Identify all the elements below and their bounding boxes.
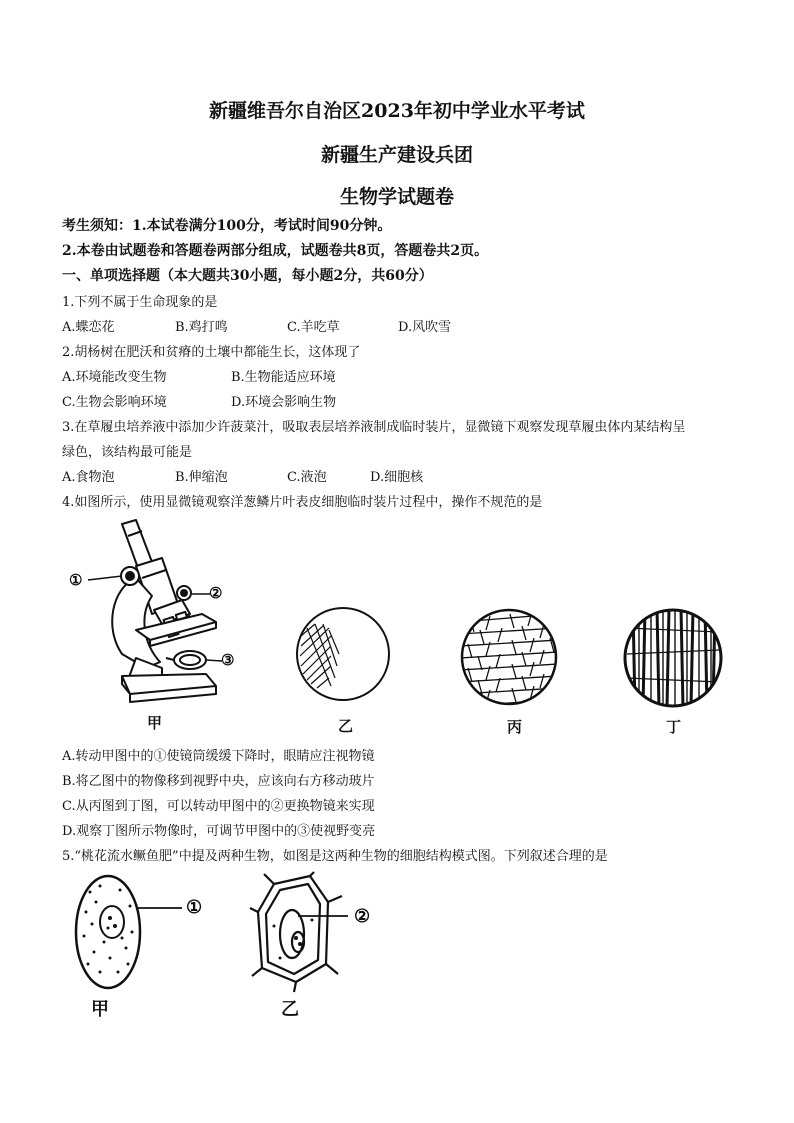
q1-option-c: C.羊吃草	[287, 320, 340, 335]
microscope-label-1: ①	[69, 571, 83, 589]
q2-option-c: C.生物会影响环境	[62, 395, 167, 410]
question-4-stem: 4.如图所示，使用显微镜观察洋葱鳞片叶表皮细胞临时装片过程中，操作不规范的是	[62, 495, 543, 510]
field-of-view-bing	[460, 608, 558, 706]
q2-option-b: B.生物能适应环境	[231, 370, 336, 385]
q3-option-c: C.液泡	[287, 470, 327, 485]
question-5-stem: 5.“桃花流水鳜鱼肥”中提及两种生物，如图是这两种生物的细胞结构模式图。下列叙述合理的是	[62, 849, 608, 864]
figure-caption-jia-2: 甲	[91, 999, 109, 1020]
section-heading: 一、单项选择题（本大题共30小题，每小题2分，共60分）	[62, 268, 433, 284]
microscope-label-2: ②	[209, 584, 223, 602]
question-3-stem-line-2: 绿色，该结构最可能是	[62, 445, 193, 460]
exam-subtitle: 新疆生产建设兵团	[320, 144, 473, 166]
figure-caption-yi: 乙	[338, 717, 354, 735]
q4-option-d: D.观察丁图所示物像时，可调节甲图中的③使视野变亮	[62, 824, 376, 839]
figure-caption-bing: 丙	[507, 718, 523, 736]
q3-option-b: B.伸缩泡	[175, 470, 228, 485]
figure-caption-ding: 丁	[666, 718, 682, 736]
figure-caption-jia: 甲	[147, 714, 163, 732]
notice-line-1: 考生须知：1.本试卷满分100分，考试时间90分钟。	[62, 218, 392, 234]
q1-option-d: D.风吹雪	[398, 320, 452, 335]
microscope-figure	[66, 518, 246, 708]
q4-option-a: A.转动甲图中的①使镜筒缓缓下降时，眼睛应注视物镜	[62, 749, 375, 764]
microscope-label-3: ③	[221, 651, 235, 669]
field-of-view-yi	[295, 606, 391, 702]
q1-option-b: B.鸡打鸣	[175, 320, 228, 335]
q3-option-a: A.食物泡	[62, 470, 115, 485]
plant-cell-figure	[250, 872, 380, 992]
q3-option-d: D.细胞核	[370, 470, 424, 485]
question-2-stem: 2.胡杨树在肥沃和贫瘠的土壤中都能生长，这体现了	[62, 345, 361, 360]
cell-label-1: ①	[186, 897, 203, 918]
paper-title: 生物学试题卷	[339, 186, 454, 208]
question-3-stem-line-1: 3.在草履虫培养液中添加少许菠菜汁，吸取表层培养液制成临时装片，显微镜下观察发现草履虫体内某结构呈	[62, 420, 686, 435]
cell-label-2: ②	[354, 906, 371, 927]
q4-option-c: C.从丙图到丁图，可以转动甲图中的②更换物镜来实现	[62, 799, 375, 814]
q2-option-d: D.环境会影响生物	[231, 395, 337, 410]
field-of-view-ding	[623, 608, 723, 708]
animal-cell-figure	[70, 872, 220, 992]
notice-line-2: 2.本卷由试题卷和答题卷两部分组成，试题卷共8页，答题卷共2页。	[62, 243, 489, 259]
q2-option-a: A.环境能改变生物	[62, 370, 167, 385]
q1-option-a: A.蝶恋花	[62, 320, 115, 335]
figure-caption-yi-2: 乙	[281, 999, 299, 1020]
question-1-stem: 1.下列不属于生命现象的是	[62, 295, 218, 310]
exam-title: 新疆维吾尔自治区2023年初中学业水平考试	[209, 100, 585, 122]
q4-option-b: B.将乙图中的物像移到视野中央，应该向右方移动玻片	[62, 774, 375, 789]
